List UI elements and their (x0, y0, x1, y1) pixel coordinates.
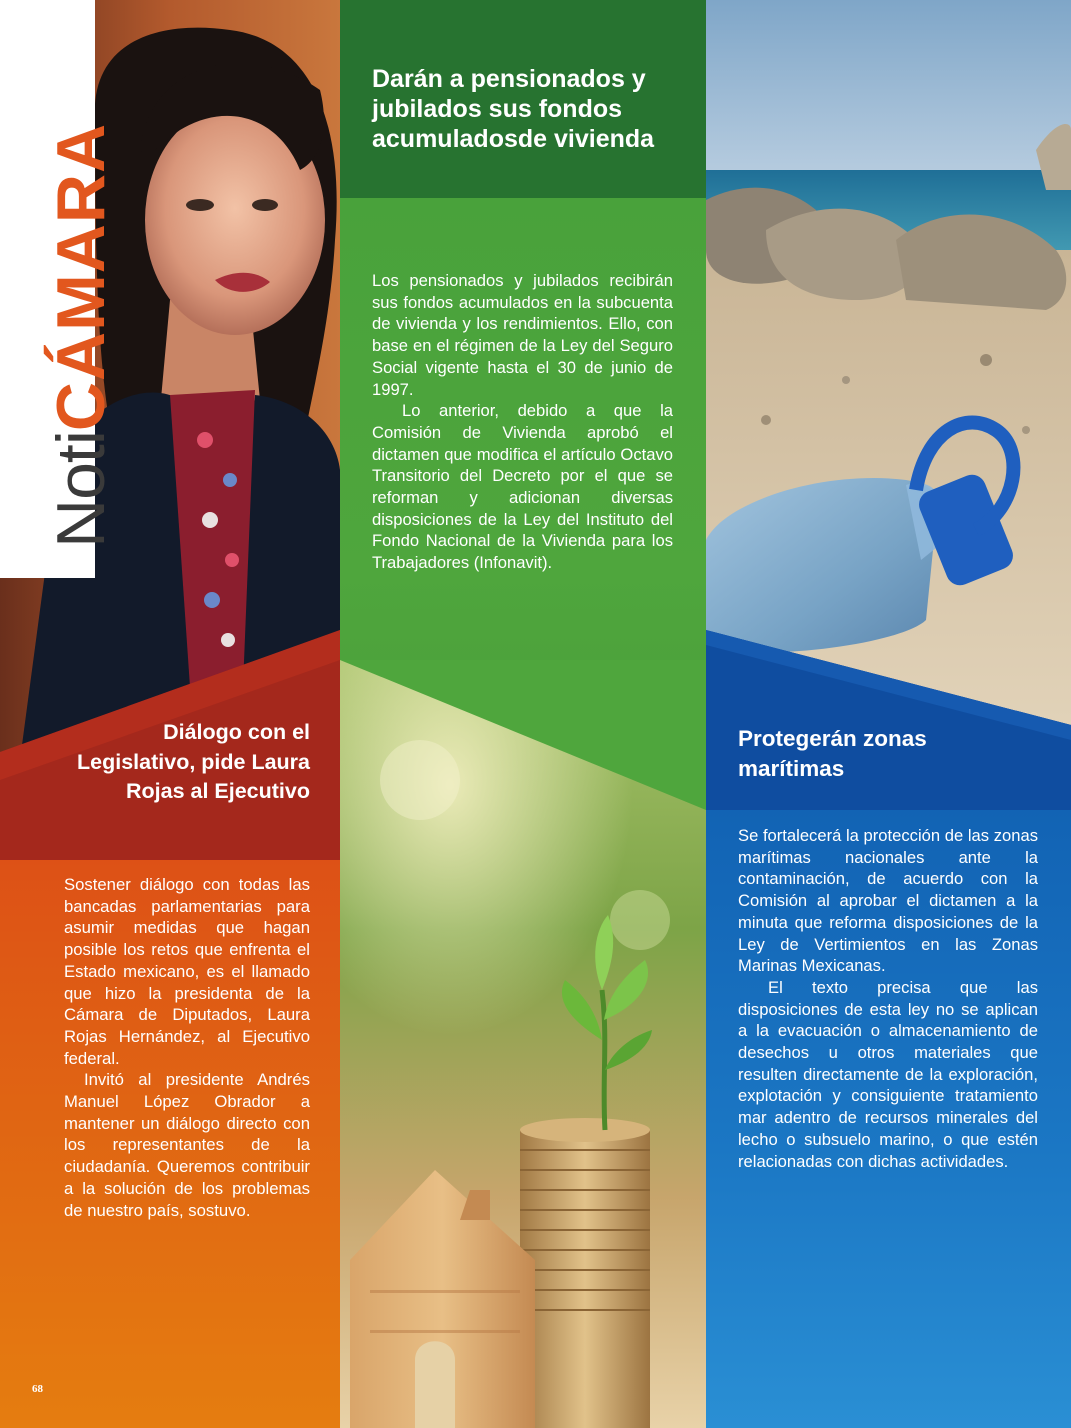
article-right-body (738, 825, 1038, 1172)
masthead-name: CÁMARA (43, 122, 119, 432)
article-left-body (64, 874, 310, 1221)
article-middle-paragraph: Lo anterior, debido a que la Comisión de Vivienda aprobó el dictamen que modifica el artículo Octavo Transitorio del Decreto por el que se reforman y adicionan diversas disposiciones de la Ley del Instituto del Fondo Nacional de la Vivienda para los Trabajadores (Infonavit). (372, 401, 673, 573)
article-right-paragraph: El texto precisa que las disposiciones de esta ley no se aplican a la evacuación o almacenamiento de desechos u otros materiales que resulten directamente de la exploración, explotación y consiguiente tratamiento mar adentro de recursos minerales del lecho o subsuelo marino, o que estén relacionadas con dichas actividades. (738, 977, 1038, 1171)
page-number: 68 (32, 1383, 43, 1395)
article-left-title: Diálogo con el Legislativo, pide Laura Rojas al Ejecutivo (77, 720, 310, 803)
house-coins-photo (340, 660, 706, 1428)
masthead-strip (0, 0, 119, 578)
article-middle-paragraph: Los pensionados y jubilados recibirán sus fondos acumulados en la subcuenta de vivienda y los rendimientos. Ello, con base en el régimen de la Ley del Seguro Social vigente hasta el 30 de junio de 1997. (372, 271, 673, 399)
article-middle-body (372, 270, 673, 574)
article-left-paragraph: Sostener diálogo con todas las bancadas parlamentarias para asumir medidas que hagan posible los retos que enfrenta el Estado mexicano, es el llamado que hizo la presidenta de la Cámara de Diputados, Laura Rojas Hernández, al Ejecutivo federal. (64, 875, 310, 1068)
article-right-title: Protegerán zonas marítimas (738, 726, 927, 781)
masthead-logo (43, 122, 119, 548)
article-middle-title: Darán a pensionados y jubilados sus fondos acumuladosde vivienda (372, 65, 655, 153)
article-left-paragraph: Invitó al presidente Andrés Manuel López Obrador a mantener un diálogo directo con los representantes de la ciudadanía. Queremos contribuir a la solución de los problemas de nuestro país, sostuvo. (64, 1070, 310, 1220)
article-right-paragraph: Se fortalecerá la protección de las zonas marítimas nacionales ante la contaminación, de acuerdo con la Comisión al aprobar el dictamen a la minuta que reforma disposiciones de la Ley de Vertimientos en las Zonas Marinas Mexicanas. (738, 826, 1038, 976)
masthead-prefix: Noti (43, 431, 119, 548)
